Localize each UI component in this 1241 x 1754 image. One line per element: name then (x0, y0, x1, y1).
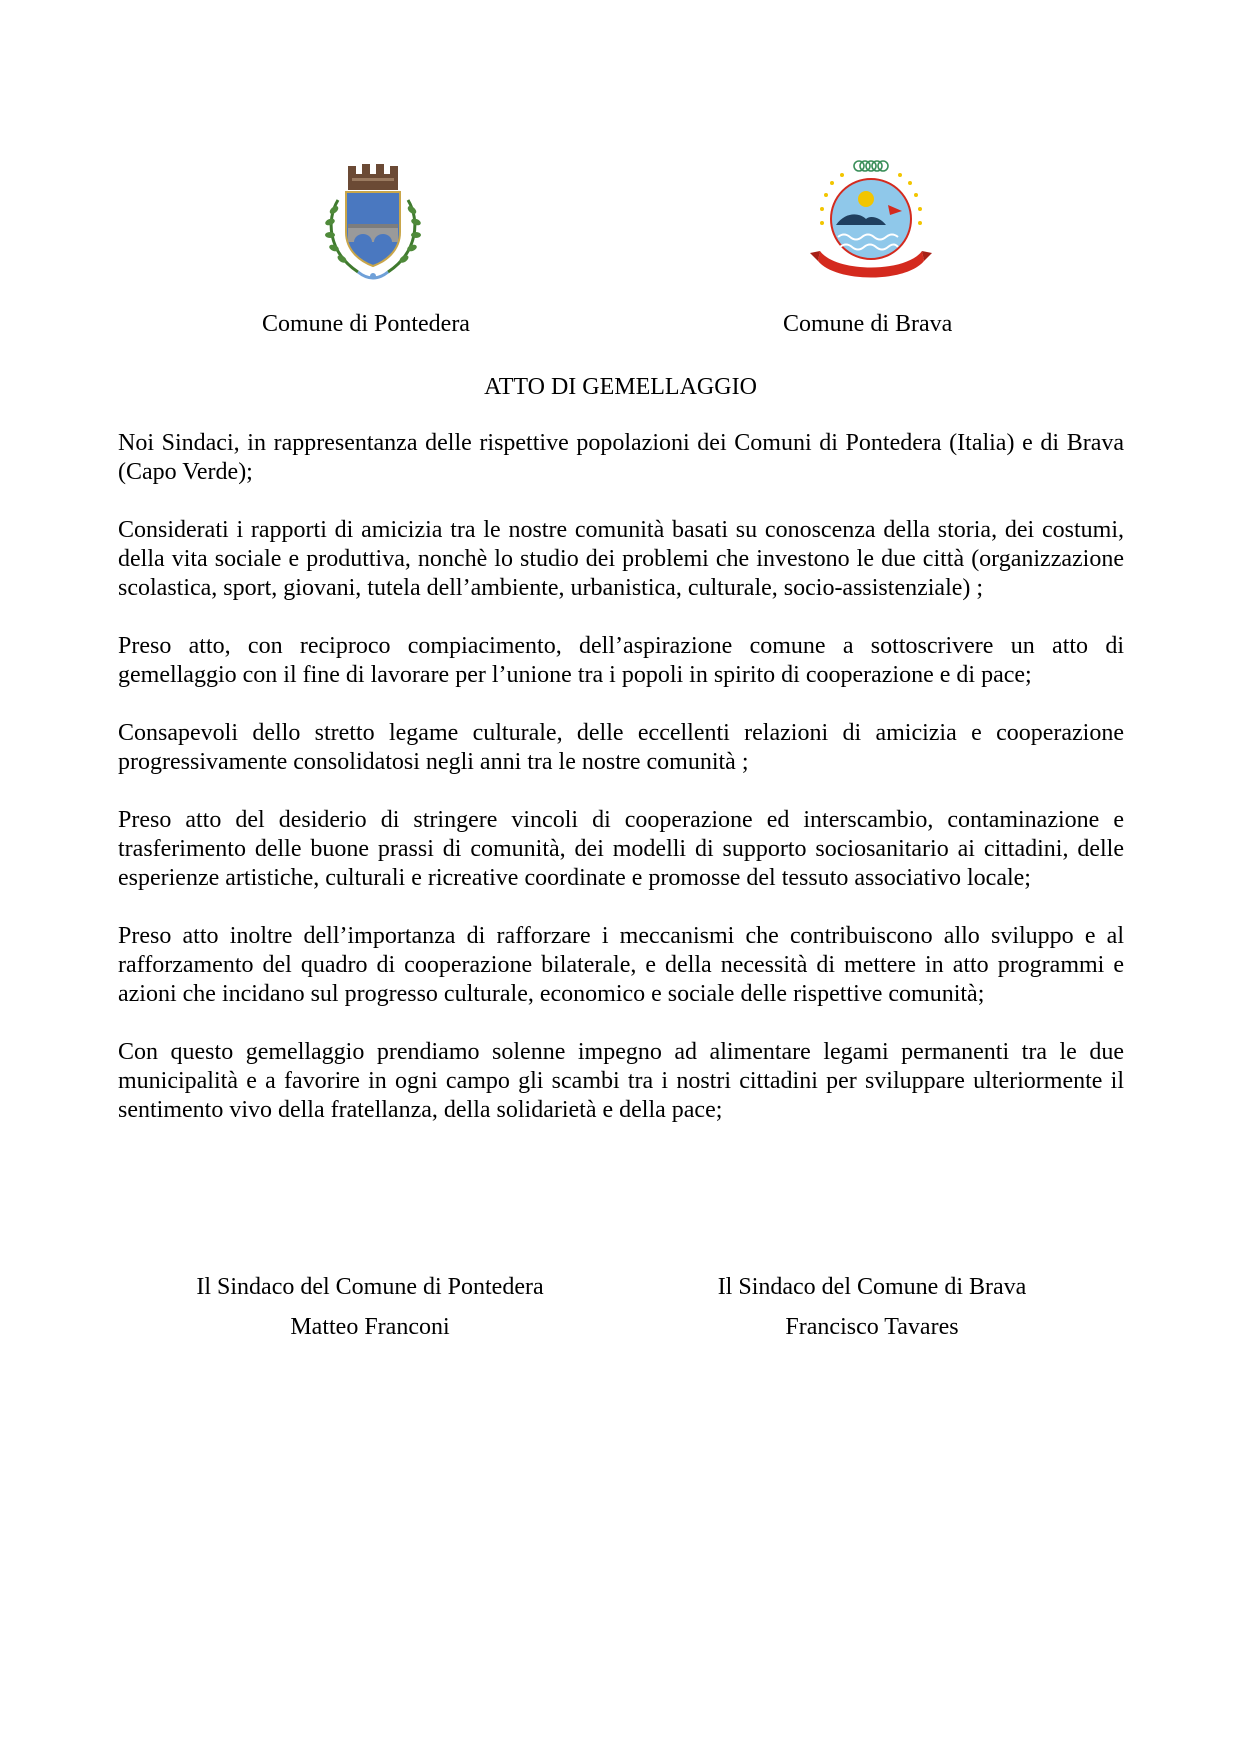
paragraph-considerati: Considerati i rapporti di amicizia tra le nostre comunità basati su conoscenza della storia, dei costumi, della vita sociale e produttiva, nonchè lo studio dei problemi che investono le due città (organizzazione scolastica, sport, giovani, tutela dell’ambiente, urbanistica, culturale, socio-assistenziale) ; (118, 517, 1124, 601)
brava-municipal-emblem-icon (806, 155, 936, 285)
signature-role: Il Sindaco del Comune di Pontedera (196, 1274, 544, 1300)
signature-name: Matteo Franconi (290, 1314, 450, 1340)
pontedera-coat-of-arms-icon (318, 160, 428, 286)
paragraph-preso-atto-inoltre: Preso atto inoltre dell’importanza di rafforzare i meccanismi che contribuiscono allo sviluppo e al rafforzamento del quadro di cooperazione bilaterale, e della necessità di mettere in atto programmi e azioni che incidano sul progresso culturale, economico e sociale delle rispettive comunità; (118, 923, 1124, 1007)
signature-name: Francisco Tavares (785, 1314, 959, 1340)
paragraph-preso-atto-compiacimento: Preso atto, con reciproco compiacimento, dell’aspirazione comune a sottoscrivere un atto di gemellaggio con il fine di lavorare per l’unione tra i popoli in spirito di cooperazione e di pace; (118, 633, 1124, 688)
signature-block-brava (672, 1272, 1072, 1342)
paragraph-preso-atto-desiderio: Preso atto del desiderio di stringere vincoli di cooperazione ed interscambio, contaminazione e trasferimento delle buone prassi di comunità, dei modelli di supporto sociosanitario ai cittadini, delle esperienze artistiche, culturali e ricreative coordinate e promosse del tessuto associativo locale; (118, 807, 1124, 891)
document-title: ATTO DI GEMELLAGGIO (484, 374, 757, 400)
signature-block-pontedera (170, 1272, 570, 1342)
document-body (118, 429, 1124, 1154)
paragraph-intro: Noi Sindaci, in rappresentanza delle rispettive popolazioni dei Comuni di Pontedera (Italia) e di Brava (Capo Verde); (118, 430, 1124, 485)
comune-brava-label: Comune di Brava (783, 311, 953, 337)
paragraph-consapevoli: Consapevoli dello stretto legame culturale, delle eccellenti relazioni di amicizia e cooperazione progressivamente consolidatosi negli anni tra le nostre comunità ; (118, 720, 1124, 775)
comune-pontedera-label: Comune di Pontedera (262, 311, 470, 337)
paragraph-impegno: Con questo gemellaggio prendiamo solenne impegno ad alimentare legami permanenti tra le due municipalità e a favorire in ogni campo gli scambi tra i nostri cittadini per sviluppare ulteriormente il sentimento vivo della fratellanza, della solidarietà e della pace; (118, 1039, 1124, 1123)
signature-role: Il Sindaco del Comune di Brava (717, 1274, 1027, 1300)
